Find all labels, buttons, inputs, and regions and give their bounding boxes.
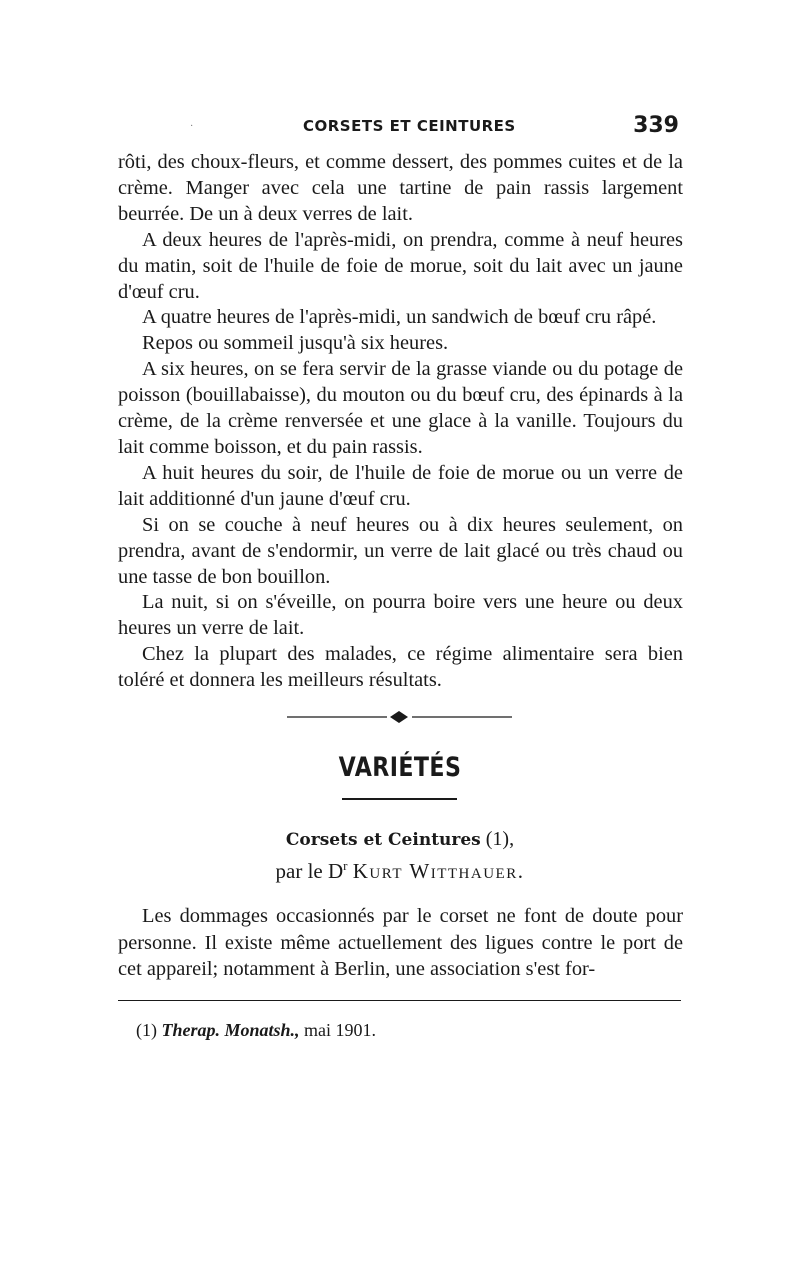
paragraph: A six heures, on se fera servir de la grasse viande ou du potage de poisson (bouillabaisse), du mouton ou du bœuf cru, des épinards à la crème, de la crème renversée et une glace à la vanille. Toujours du lait comme boisson, et du pain rassis. — [118, 358, 683, 458]
paragraph: rôti, des choux-fleurs, et comme dessert, des pommes cuites et de la crème. Manger avec cela une tartine de pain rassis largement beurrée. De un à deux verres de lait. — [118, 151, 683, 225]
footnote-rule — [118, 1000, 681, 1001]
paragraph: Repos ou sommeil jusqu'à six heures. — [142, 332, 449, 355]
section-title: VARIÉTÉS — [338, 752, 462, 783]
running-title: CORSETS ET CEINTURES — [303, 117, 516, 135]
author-name: Kurt Witthauer. — [352, 859, 525, 883]
paragraph: A huit heures du soir, de l'huile de foie de morue ou un verre de lait additionné d'un jaune d'œuf cru. — [118, 461, 683, 510]
page-number: 339 — [633, 113, 679, 138]
paragraph: La nuit, si on s'éveille, on pourra boire vers une heure ou deux heures un verre de lait. — [118, 591, 683, 640]
paragraph: Si on se couche à neuf heures ou à dix heures seulement, on prendra, avant de s'endormir, un verre de lait glacé ou très chaud ou une tasse de bon bouillon. — [118, 513, 683, 588]
ornament-divider — [287, 710, 512, 724]
footnote-source: Therap. Monatsh., — [161, 1020, 300, 1040]
running-head — [118, 113, 683, 143]
article-title-text: Corsets et Ceintures — [285, 830, 481, 850]
footnote-marker: (1) — [136, 1020, 157, 1040]
paragraph: Chez la plupart des malades, ce régime alimentaire sera bien toléré et donnera les meilleurs résultats. — [118, 643, 683, 692]
article-text — [118, 903, 683, 983]
title-rule — [342, 798, 457, 800]
body-text — [118, 150, 683, 694]
article-title — [0, 828, 800, 851]
paragraph: A deux heures de l'après-midi, on prendra, comme à neuf heures du matin, soit de l'huile de foie de morue, soit du lait avec un jaune d'œuf cru. — [118, 228, 683, 303]
article-byline — [0, 859, 800, 884]
footnote-date: mai 1901. — [304, 1020, 377, 1040]
byline-prefix: par le D — [275, 859, 344, 883]
paragraph: A quatre heures de l'après-midi, un sandwich de bœuf cru râpé. — [142, 306, 657, 329]
footnote-reference: (1), — [485, 828, 515, 850]
byline-superscript: r — [343, 858, 348, 873]
footnote — [136, 1020, 376, 1041]
margin-dot: · — [190, 121, 194, 132]
paragraph: Les dommages occasionnés par le corset ne font de doute pour personne. Il existe même actuellement des ligues contre le port de cet appareil; notamment à Berlin, une association s'est for- — [118, 905, 683, 980]
